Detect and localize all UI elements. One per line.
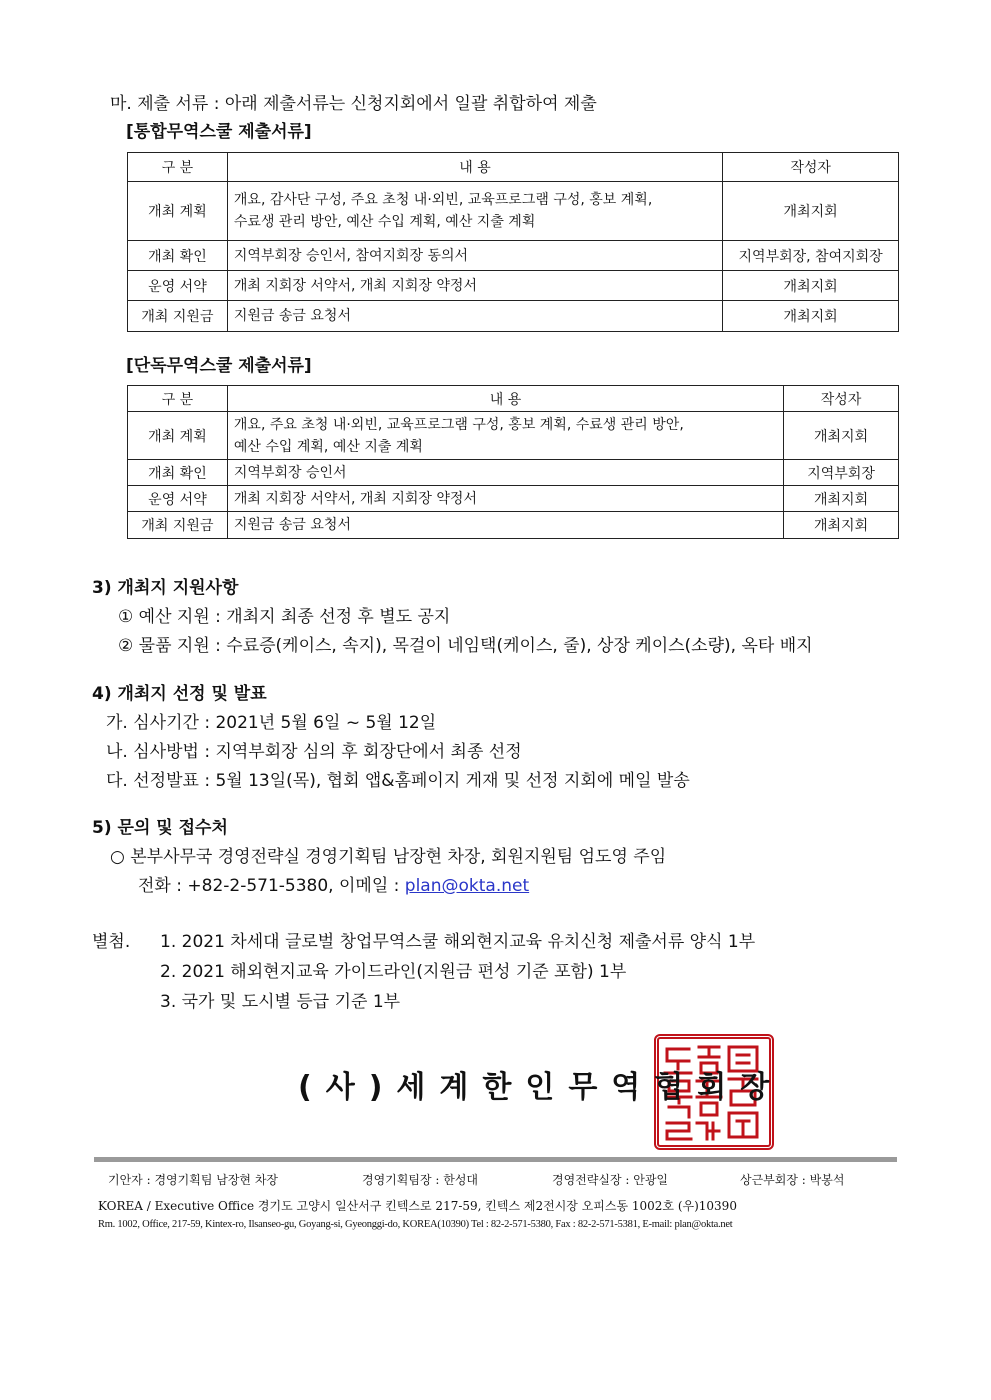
approval-office-head: 경영전략실장 : 안광일 [552, 1173, 669, 1187]
table-row [128, 512, 899, 539]
row-category: 개최 지원금 [128, 301, 228, 332]
footer-address-ko: KOREA / Executive Office 경기도 고양시 일산서구 킨텍스로 217-59, 킨텍스 제2전시장 오피스동 1002호 (우)10390 [98, 1199, 737, 1213]
row-category: 개최 확인 [128, 241, 228, 271]
section5-heading: 5) 문의 및 접수처 [92, 818, 228, 838]
row-content-line: 예산 수입 계획, 예산 지출 계획 [233, 438, 423, 455]
section4-item: 다. 선정발표 : 5월 13일(목), 협회 앱&홈페이지 게재 및 선정 지회에 메일 발송 [106, 771, 690, 791]
issuer-name: (사)세계한인무역협회장 [298, 1070, 784, 1105]
row-content: 지역부회장 승인서 [227, 460, 783, 486]
row-category: 운영 서약 [128, 486, 228, 512]
table-row [128, 460, 899, 486]
attachment-item: 2. 2021 해외현지교육 가이드라인(지원금 편성 기준 포함) 1부 [160, 962, 627, 982]
section4-item: 나. 심사방법 : 지역부회장 심의 후 회장단에서 최종 선정 [106, 742, 522, 762]
row-content: 지원금 송금 요청서 [227, 512, 783, 539]
row-content: 지원금 송금 요청서 [227, 301, 722, 332]
header-author: 작성자 [723, 153, 899, 182]
row-content-line: 수료생 관리 방안, 예산 수입 계획, 예산 지출 계획 [233, 214, 536, 230]
section3-heading: 3) 개최지 지원사항 [92, 578, 239, 598]
header-content: 내 용 [227, 386, 783, 412]
table-row [128, 182, 899, 241]
attachment-item: 3. 국가 및 도시별 등급 기준 1부 [160, 992, 401, 1012]
row-content: 개최 지회장 서약서, 개최 지회장 약정서 [227, 271, 722, 301]
row-category: 개최 지원금 [128, 512, 228, 539]
table-single-title: [단독무역스쿨 제출서류] [126, 356, 312, 376]
table-single [127, 385, 899, 539]
attachment-item: 1. 2021 차세대 글로벌 창업무역스쿨 해외현지교육 유치신청 제출서류 양식 1부 [160, 932, 756, 952]
row-content-line: 개요, 감사단 구성, 주요 초청 내·외빈, 교육프로그램 구성, 홍보 계획, [233, 192, 653, 208]
row-category: 개최 계획 [128, 182, 228, 241]
row-author: 개최지회 [784, 486, 899, 512]
section3-item: ① 예산 지원 : 개최지 최종 선정 후 별도 공지 [118, 607, 451, 627]
approval-team-lead: 경영기획팀장 : 한성대 [362, 1173, 479, 1187]
table-integrated-title: [통합무역스쿨 제출서류] [126, 122, 312, 142]
row-author: 개최지회 [784, 512, 899, 539]
footer-divider [94, 1157, 897, 1162]
row-category: 운영 서약 [128, 271, 228, 301]
row-content [227, 182, 722, 241]
row-author: 지역부회장 [784, 460, 899, 486]
header-category: 구 분 [128, 153, 228, 182]
attachments-label: 별첨. [92, 932, 131, 952]
header-author: 작성자 [784, 386, 899, 412]
row-content: 개최 지회장 서약서, 개최 지회장 약정서 [227, 486, 783, 512]
row-content [227, 412, 783, 460]
section4-item: 가. 심사기간 : 2021년 5월 6일 ~ 5월 12일 [106, 713, 437, 733]
row-author: 개최지회 [723, 271, 899, 301]
section4-heading: 4) 개최지 선정 및 발표 [92, 684, 267, 704]
header-category: 구 분 [128, 386, 228, 412]
table-integrated [127, 152, 899, 332]
table-row [128, 412, 899, 460]
contact-line: ○ 본부사무국 경영전략실 경영기획팀 남장현 차장, 회원지원팀 엄도영 주임 [110, 847, 667, 867]
header-content: 내 용 [227, 153, 722, 182]
section-ma-heading: 마. 제출 서류 : 아래 제출서류는 신청지회에서 일괄 취합하여 제출 [110, 94, 597, 114]
row-category: 개최 확인 [128, 460, 228, 486]
phone-line [138, 874, 529, 898]
phone-text: 전화 : +82-2-571-5380, 이메일 : [138, 876, 405, 896]
row-content-line: 개요, 주요 초청 내·외빈, 교육프로그램 구성, 홍보 계획, 수료생 관리 방안, [233, 416, 684, 433]
approval-drafter: 기안자 : 경영기획팀 남장현 차장 [108, 1173, 278, 1187]
row-content: 지역부회장 승인서, 참여지회장 동의서 [227, 241, 722, 271]
row-author: 지역부회장, 참여지회장 [723, 241, 899, 271]
table-row [128, 301, 899, 332]
footer-address-en: Rm. 1002, Office, 217-59, Kintex-ro, Ilsanseo-gu, Goyang-si, Gyeonggi-do, KOREA(10390) Tel : 82-2-571-5380, Fax : 82-2-571-5381, E-mail: plan@okta.net [98, 1219, 733, 1230]
table-row [128, 486, 899, 512]
row-category: 개최 계획 [128, 412, 228, 460]
row-author: 개최지회 [723, 301, 899, 332]
table-row [128, 241, 899, 271]
table-header-row [128, 153, 899, 182]
email-link[interactable]: plan@okta.net [404, 876, 530, 896]
row-author: 개최지회 [723, 182, 899, 241]
table-row [128, 271, 899, 301]
approval-vice-president: 상근부회장 : 박봉석 [740, 1173, 845, 1187]
row-author: 개최지회 [784, 412, 899, 460]
section3-item: ② 물품 지원 : 수료증(케이스, 속지), 목걸이 네임택(케이스, 줄), 상장 케이스(소량), 옥타 배지 [118, 636, 813, 656]
table-header-row [128, 386, 899, 412]
